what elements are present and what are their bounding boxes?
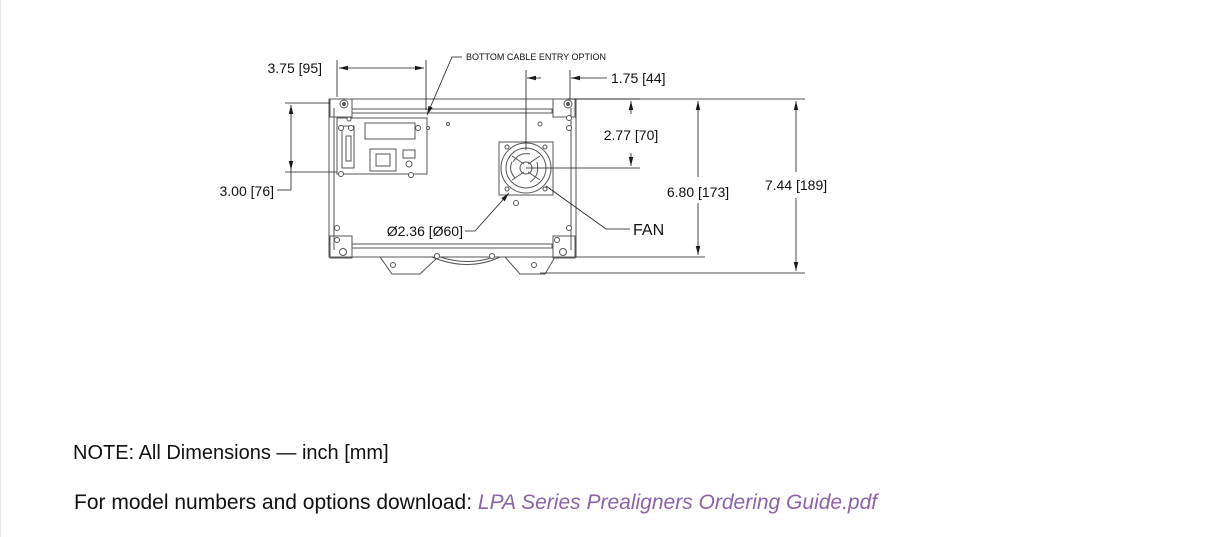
foot-right — [505, 257, 555, 274]
leader-cable-entry — [427, 57, 462, 115]
mounting-holes — [335, 100, 573, 268]
label-fan-offset: 2.77 [70] — [603, 127, 659, 143]
leader-fan-diameter — [465, 193, 509, 231]
foot-left — [380, 257, 438, 274]
ordering-guide-link[interactable]: LPA Series Prealigners Ordering Guide.pdf — [477, 491, 878, 514]
label-height-overall: 7.44 [189] — [764, 177, 828, 193]
top-rail — [352, 109, 552, 113]
power-inlet — [370, 149, 396, 171]
dimensions-note: NOTE: All Dimensions — inch [mm] — [73, 442, 389, 464]
bottom-rail — [352, 244, 552, 248]
label-height-inner: 6.80 [173] — [666, 184, 730, 200]
label-height-left: 3.00 [76] — [219, 183, 274, 199]
label-width-top: 3.75 [95] — [267, 60, 322, 76]
connector-inner — [346, 136, 351, 161]
download-prefix: For model numbers and options download: — [74, 491, 473, 514]
label-fan: FAN — [633, 222, 665, 239]
power-inlet-inner — [376, 154, 390, 166]
dimension-lines — [277, 57, 805, 273]
label-fan-diameter: Ø2.36 [Ø60] — [386, 223, 463, 239]
label-cable-entry: BOTTOM CABLE ENTRY OPTION — [466, 52, 607, 62]
label-right-offset: 1.75 [44] — [611, 70, 666, 86]
connector-vertical — [342, 126, 354, 168]
leader-fan — [546, 186, 630, 229]
fuse-holder — [406, 161, 412, 167]
power-switch — [403, 150, 415, 158]
download-line — [74, 491, 877, 515]
dimension-labels — [220, 52, 828, 239]
connector-slot — [365, 123, 415, 139]
